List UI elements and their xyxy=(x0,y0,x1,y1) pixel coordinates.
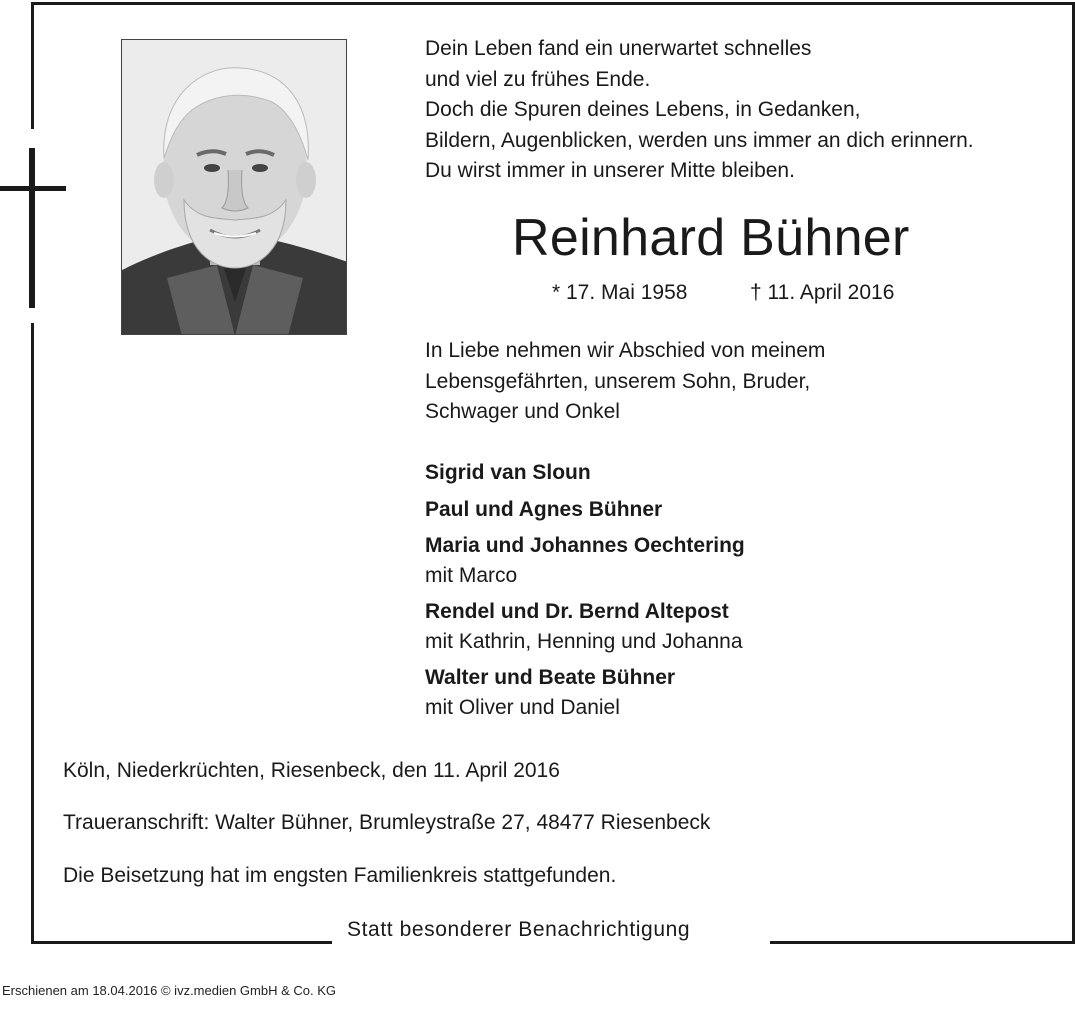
mourner-entry xyxy=(425,457,591,489)
mourner-names: Paul und Agnes Bühner xyxy=(425,498,663,521)
mourner-with: mit Marco xyxy=(425,564,518,587)
frame-left-border-lower xyxy=(31,323,34,944)
frame-left-border-upper xyxy=(31,2,34,129)
farewell-intro xyxy=(425,336,825,428)
mourner-with: mit Kathrin, Henning und Johanna xyxy=(425,630,743,653)
poem-line: Du wirst immer in unserer Mitte bleiben. xyxy=(425,159,795,182)
intro-line: Schwager und Onkel xyxy=(425,400,620,423)
mourner-names: Walter und Beate Bühner xyxy=(425,666,676,689)
mourning-address: Traueranschrift: Walter Bühner, Brumleystraße 27, 48477 Riesenbeck xyxy=(63,811,711,834)
frame-bottom-border-left xyxy=(31,941,332,944)
frame-top-border xyxy=(32,2,1075,5)
mourner-entry xyxy=(425,662,675,724)
notice-label: Statt besonderer Benachrichtigung xyxy=(347,918,691,941)
intro-line: Lebensgefährten, unserem Sohn, Bruder, xyxy=(425,369,811,393)
poem-line: und viel zu frühes Ende. xyxy=(425,67,651,91)
place-date: Köln, Niederkrüchten, Riesenbeck, den 11. April 2016 xyxy=(63,759,560,782)
mourner-names: Sigrid van Sloun xyxy=(425,461,591,484)
mourner-entry xyxy=(425,494,662,526)
burial-note: Die Beisetzung hat im engsten Familienkreis stattgefunden. xyxy=(63,864,617,887)
birth-date: * 17. Mai 1958 xyxy=(552,281,688,304)
frame-bottom-border-right xyxy=(770,941,1075,944)
deceased-name: Reinhard Bühner xyxy=(512,209,910,267)
publication-credit: Erschienen am 18.04.2016 © ivz.medien GmbH & Co. KG xyxy=(2,983,337,998)
poem-line: Bildern, Augenblicken, werden uns immer an dich erinnern. xyxy=(425,128,974,152)
mourner-names: Maria und Johannes Oechtering xyxy=(425,534,745,557)
portrait-photo xyxy=(121,39,347,335)
mourner-with: mit Oliver und Daniel xyxy=(425,696,620,719)
poem-line: Doch die Spuren deines Lebens, in Gedanken, xyxy=(425,98,861,121)
intro-line: In Liebe nehmen wir Abschied von meinem xyxy=(425,339,826,362)
death-date: † 11. April 2016 xyxy=(750,281,895,304)
poem-line: Dein Leben fand ein unerwartet schnelles xyxy=(425,37,812,60)
mourner-names: Rendel und Dr. Bernd Altepost xyxy=(425,600,729,623)
portrait-illustration xyxy=(122,40,347,335)
mourner-entry xyxy=(425,530,745,592)
mourner-entry xyxy=(425,596,743,658)
cross-icon xyxy=(0,148,66,308)
poem xyxy=(425,34,974,187)
